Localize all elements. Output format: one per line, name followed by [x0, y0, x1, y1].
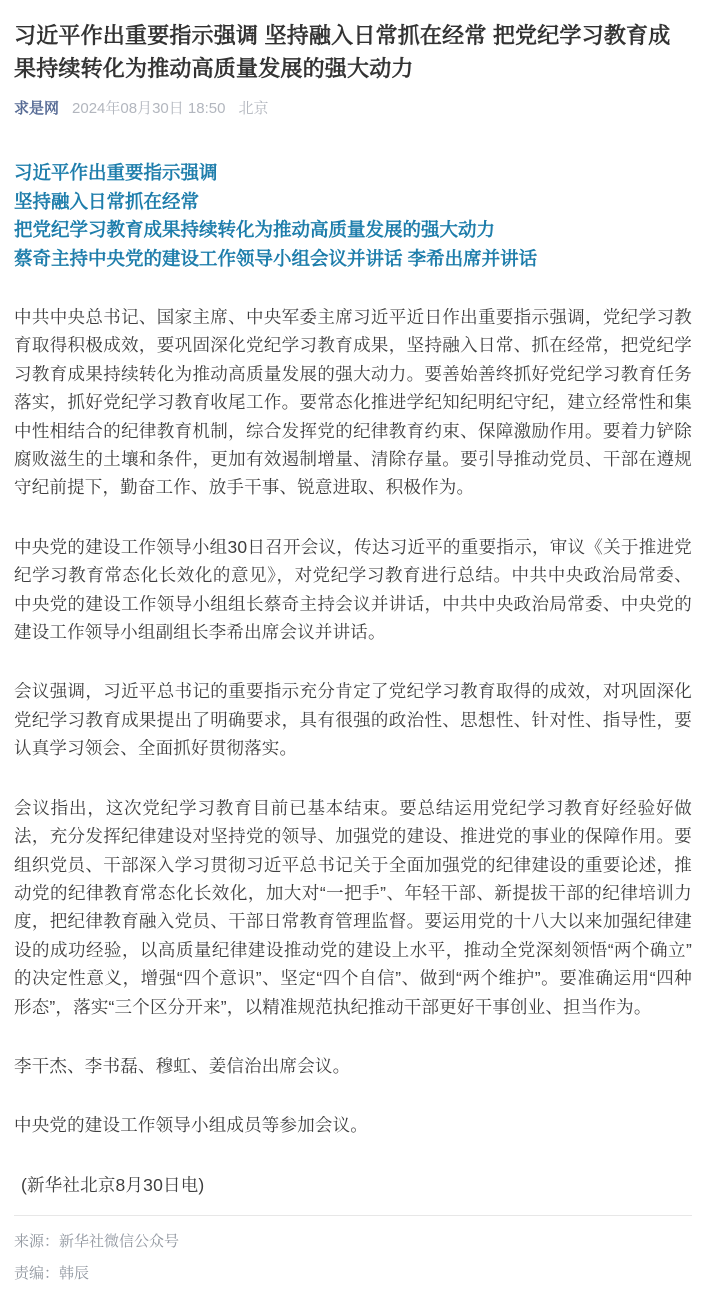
paragraph: 中央党的建设工作领导小组30日召开会议，传达习近平的重要指示，审议《关于推进党纪学习教育常态化长效化的意见》，对党纪学习教育进行总结。中共中央政治局常委、中央党的建设工作领导小组组长蔡奇主持会议并讲话，中共中央政治局常委、中央党的建设工作领导小组副组长李希出席会议并讲话。: [14, 536, 692, 643]
paragraph: 会议强调，习近平总书记的重要指示充分肯定了党纪学习教育取得的成效，对巩固深化党纪学习教育成果提出了明确要求，具有很强的政治性、思想性、针对性、指导性，要认真学习领会、全面抓好贯彻落实。: [14, 681, 692, 759]
paragraph: 李干杰、李书磊、穆虹、姜信治出席会议。: [14, 1055, 351, 1076]
subhead-line-2: 坚持融入日常抓在经常: [14, 190, 200, 212]
subhead-block: [14, 159, 692, 273]
footer-editor: [14, 1263, 692, 1284]
dateline: (新华社北京8月30日电): [21, 1174, 205, 1195]
publish-datetime: 2024年08月30日 18:50: [72, 100, 226, 117]
article-footer: [14, 1215, 692, 1284]
page-title: 习近平作出重要指示强调 坚持融入日常抓在经常 把党纪学习教育成果持续转化为推动高质量发展的强大动力: [14, 23, 671, 81]
account-name-link[interactable]: 求是网: [14, 100, 60, 117]
subhead-line-4: 蔡奇主持中央党的建设工作领导小组会议并讲话 李希出席并讲话: [14, 247, 538, 269]
footer-source-value: 新华社微信公众号: [59, 1233, 180, 1251]
footer-source: [14, 1231, 692, 1252]
subhead-line-3: 把党纪学习教育成果持续转化为推动高质量发展的强大动力: [14, 219, 496, 240]
subhead-line-1: 习近平作出重要指示强调: [14, 162, 218, 183]
footer-editor-label: 责编：: [14, 1265, 60, 1283]
publish-location: 北京: [238, 100, 269, 117]
paragraph: 中共中央总书记、国家主席、中央军委主席习近平近日作出重要指示强调，党纪学习教育取得积极成效，要巩固深化党纪学习教育成果，坚持融入日常、抓在经常，把党纪学习教育成果持续转化为推动高质量发展的强大动力。要善始善终抓好党纪学习教育任务落实，抓好党纪学习教育收尾工作。要常态化推进学纪知纪明纪守纪，建立经常性和集中性相结合的纪律教育机制，综合发挥党的纪律教育约束、保障激励作用。要着力铲除腐败滋生的土壤和条件，更加有效遏制增量、清除存量。要引导推动党员、干部在遵规守纪前提下，勤奋工作、放手干事、锐意进取、积极作为。: [14, 307, 692, 498]
article-body: [14, 303, 692, 1199]
paragraph: 中央党的建设工作领导小组成员等参加会议。: [14, 1115, 368, 1136]
byline: [14, 98, 692, 119]
footer-source-label: 来源：: [14, 1233, 60, 1251]
footer-editor-value: 韩辰: [59, 1265, 90, 1283]
paragraph: 会议指出，这次党纪学习教育目前已基本结束。要总结运用党纪学习教育好经验好做法，充分发挥纪律建设对坚持党的领导、加强党的建设、推进党的事业的保障作用。要组织党员、干部深入学习贯彻习近平总书记关于全面加强党的纪律建设的重要论述，推动党的纪律教育常态化长效化，加大对“一把手”、年轻干部、新提拔干部的纪律培训力度，把纪律教育融入党员、干部日常教育管理监督。要运用党的十八大以来加强纪律建设的成功经验，以高质量纪律建设推动党的建设上水平，推动全党深刻领悟“两个确立”的决定性意义，增强“四个意识”、坚定“四个自信”、做到“两个维护”。要准确运用“四种形态”，落实“三个区分开来”，以精准规范执纪推动干部更好干事创业、担当作为。: [14, 797, 692, 1017]
